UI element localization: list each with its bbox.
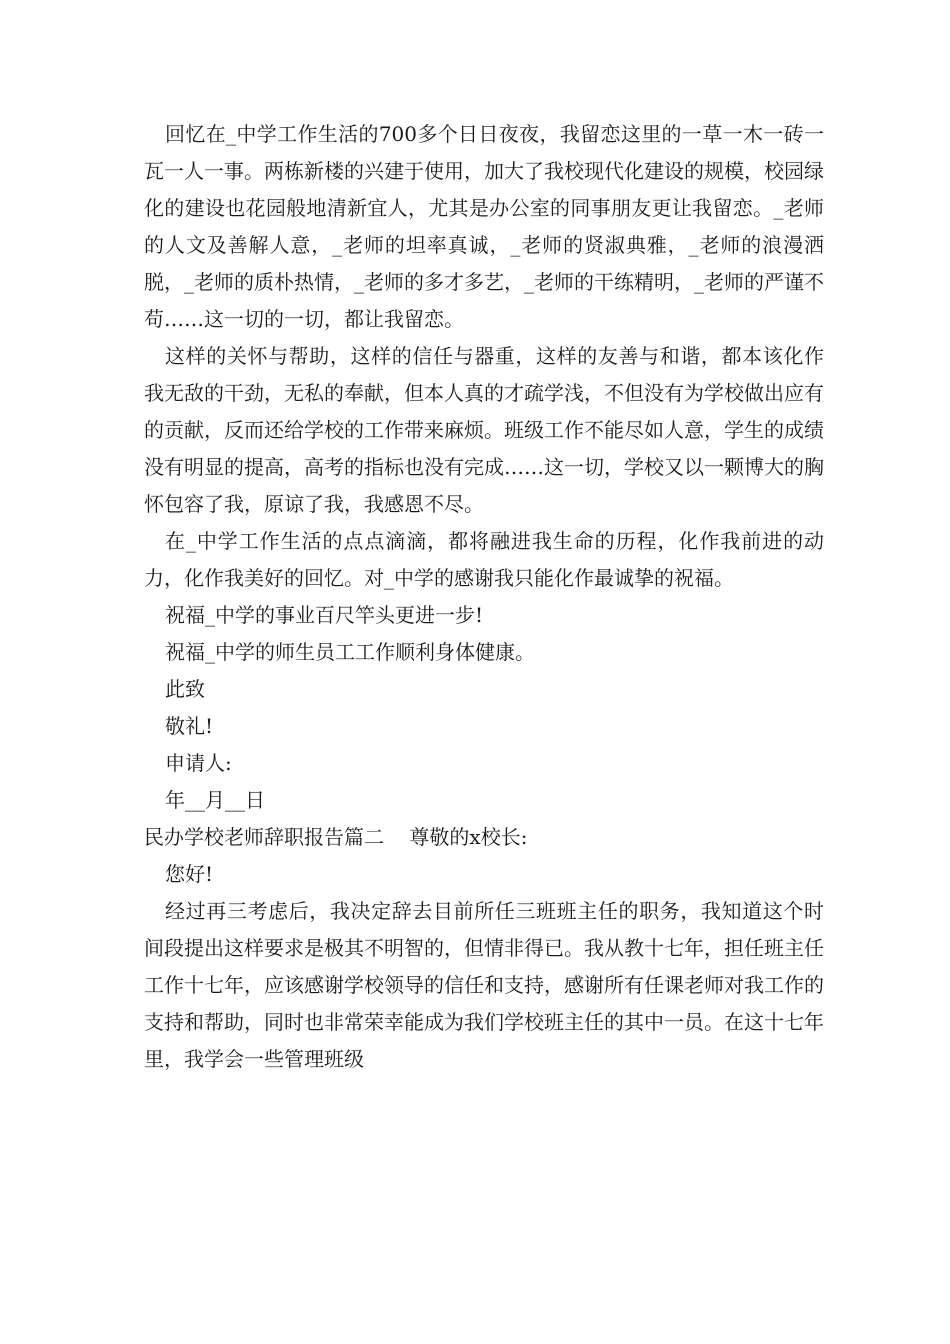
greeting-line: 您好! bbox=[165, 862, 214, 886]
applicant-line: 申请人: bbox=[165, 751, 232, 775]
section-heading: 民办学校老师辞职报告篇二 尊敬的x校长: bbox=[144, 825, 528, 849]
wish-line-1: 祝福_中学的事业百尺竿头更进一步! bbox=[165, 603, 484, 627]
paragraph-blessing: 在_中学工作生活的点点滴滴，都将融进我生命的历程，化作我前进的动力，化作我美好的回忆。对_中学的感谢我只能化作最诚挚的祝福。 bbox=[144, 529, 824, 590]
document-page bbox=[144, 116, 824, 1078]
paragraph-resignation: 经过再三考虑后，我决定辞去目前所任三班班主任的职务，我知道这个时间段提出这样要求是极其不明智的，但情非得已。我从教十七年，担任班主任工作十七年，应该感谢学校领导的信任和支持，感谢所有任课老师对我工作的支持和帮助，同时也非常荣幸能成为我们学校班主任的其中一员。在这十七年里，我学会一些管理班级 bbox=[144, 899, 824, 1071]
paragraph-memories: 回忆在_中学工作生活的700多个日日夜夜，我留恋这里的一草一木一砖一瓦一人一事。两栋新楼的兴建于使用，加大了我校现代化建设的规模，校园绿化的建设也花园般地清新宜人，尤其是办公室的同事朋友更让我留恋。_老师的人文及善解人意，_老师的坦率真诚，_老师的贤淑典雅，_老师的浪漫洒脱，_老师的质朴热情，_老师的多才多艺，_老师的干练精明，_老师的严谨不苟……这一切的一切，都让我留恋。 bbox=[144, 122, 824, 331]
closing-line-2: 敬礼! bbox=[165, 714, 214, 738]
paragraph-gratitude: 这样的关怀与帮助，这样的信任与器重，这样的友善与和谐，都本该化作我无敌的干劲，无私的奉献，但本人真的才疏学浅，不但没有为学校做出应有的贡献，反而还给学校的工作带来麻烦。班级工作不能尽如人意，学生的成绩没有明显的提高，高考的指标也没有完成……这一切，学校又以一颗博大的胸怀包容了我，原谅了我，我感恩不尽。 bbox=[144, 344, 824, 516]
wish-line-2: 祝福_中学的师生员工工作顺利身体健康。 bbox=[165, 640, 535, 664]
closing-line-1: 此致 bbox=[165, 677, 205, 701]
date-line: 年__月__日 bbox=[165, 788, 265, 812]
